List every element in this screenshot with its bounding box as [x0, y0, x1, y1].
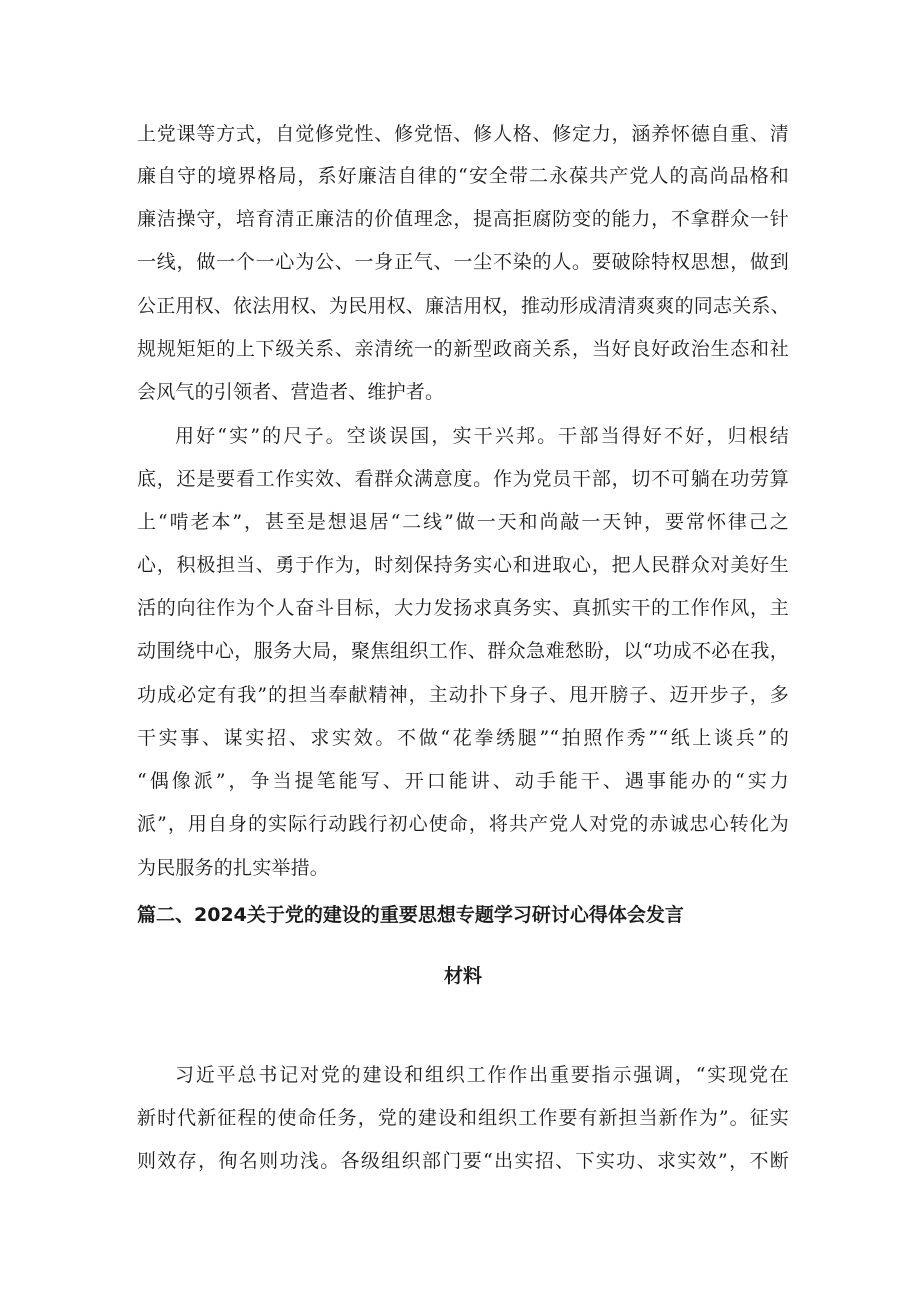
- section-heading-continued: 材料: [443, 965, 482, 987]
- text-line: 廉洁操守，培育清正廉洁的价值理念，提高拒腐防变的能力，不拿群众一针: [137, 208, 789, 230]
- text-line: 廉自守的境界格局，系好廉洁自律的“安全带二永葆共产党人的高尚品格和: [137, 165, 789, 187]
- text-line: “偶像派”，争当提笔能写、开口能讲、动手能干、遇事能办的“实力: [137, 770, 789, 792]
- section-heading: 篇二、2024关于党的建设的重要思想专题学习研讨心得体会发言: [137, 904, 684, 926]
- text-line: 活的向往作为个人奋斗目标，大力发扬求真务实、真抓实干的工作作风，主: [137, 597, 789, 619]
- text-line: 用好“实”的尺子。空谈误国，实干兴邦。干部当得好不好，归根结: [175, 425, 789, 447]
- text-line: 底，还是要看工作实效、看群众满意度。作为党员干部，切不可躺在功劳算: [137, 468, 789, 490]
- text-line: 一线，做一个一心为公、一身正气、一尘不染的人。要破除特权思想，做到: [137, 251, 789, 273]
- text-line: 为民服务的扎实举措。: [137, 857, 330, 879]
- text-line: 派”，用自身的实际行动践行初心使命，将共产党人对党的赤诚忠心转化为: [137, 813, 789, 835]
- text-line: 新时代新征程的使命任务，党的建设和组织工作要有新担当新作为”。征实: [137, 1107, 789, 1129]
- text-line: 心，积极担当、勇于作为，时刻保持务实心和进取心，把人民群众对美好生: [137, 554, 789, 576]
- text-line: 规规矩矩的上下级关系、亲清统一的新型政商关系，当好良好政治生态和社: [137, 338, 789, 360]
- text-line: 习近平总书记对党的建设和组织工作作出重要指示强调，“实现党在: [175, 1064, 789, 1086]
- text-line: 会风气的引领者、营造者、维护者。: [137, 381, 445, 403]
- text-line: 上党课等方式，自觉修党性、修党悟、修人格、修定力，涵养怀德自重、清: [137, 123, 789, 145]
- text-line: 则效存，徇名则功浅。各级组织部门要“出实招、下实功、求实效”，不断: [137, 1150, 789, 1172]
- text-line: 动围绕中心，服务大局，聚焦组织工作、群众急难愁盼，以“功成不必在我，: [137, 640, 789, 662]
- text-line: 上“啃老本”，甚至是想退居“二线”做一天和尚敲一天钟，要常怀律己之: [137, 511, 789, 533]
- text-line: 公正用权、依法用权、为民用权、廉洁用权，推动形成清清爽爽的同志关系、: [137, 295, 790, 317]
- text-line: 干实事、谋实招、求实效。不做“花拳绣腿”“拍照作秀”“纸上谈兵”的: [137, 727, 789, 749]
- text-line: 功成必定有我”的担当奉献精神，主动扑下身子、甩开膀子、迈开步子，多: [137, 684, 789, 706]
